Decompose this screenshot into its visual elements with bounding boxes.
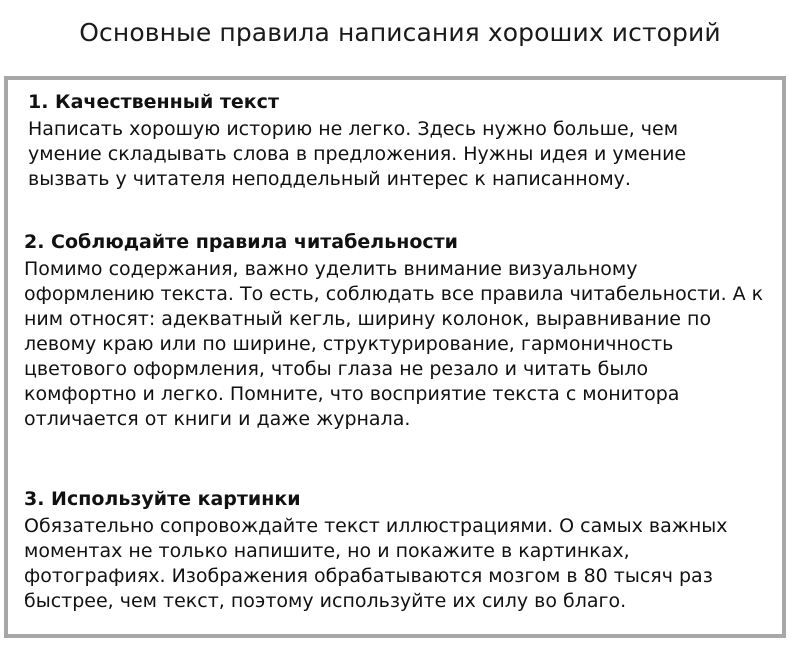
section-readability bbox=[24, 230, 764, 432]
section-body: Помимо содержания, важно уделить внимание визуальному оформлению текста. То есть, соблюдать все правила читабельности. А к ним относят: адекватный кегль, ширину колонок, выравнивание по левому краю или по ширине, структурирование, гармоничность цветового оформления, чтобы глаза не резало и читать было комфортно и легко. Помните, что восприятие текста с монитора отличается от книги и даже журнала. bbox=[24, 258, 764, 430]
section-use-images bbox=[24, 487, 764, 614]
page-title: Основные правила написания хороших историй bbox=[79, 18, 721, 47]
section-heading: 1. Качественный текст bbox=[28, 91, 279, 113]
content-box bbox=[4, 76, 786, 638]
section-body: Обязательно сопровождайте текст иллюстрациями. О самых важных моментах не только напишите, но и покажите в картинках, фотографиях. Изображения обрабатываются мозгом в 80 тысяч раз быстрее, чем текст, поэтому используйте их силу во благо. bbox=[24, 515, 728, 612]
section-heading: 2. Соблюдайте правила читабельности bbox=[24, 231, 458, 253]
section-body: Написать хорошую историю не легко. Здесь нужно больше, чем умение складывать слова в предложения. Нужны идея и умение вызвать у читателя неподдельный интерес к написанному. bbox=[28, 118, 687, 190]
section-heading: 3. Используйте картинки bbox=[24, 488, 301, 510]
section-quality-text bbox=[28, 90, 748, 192]
